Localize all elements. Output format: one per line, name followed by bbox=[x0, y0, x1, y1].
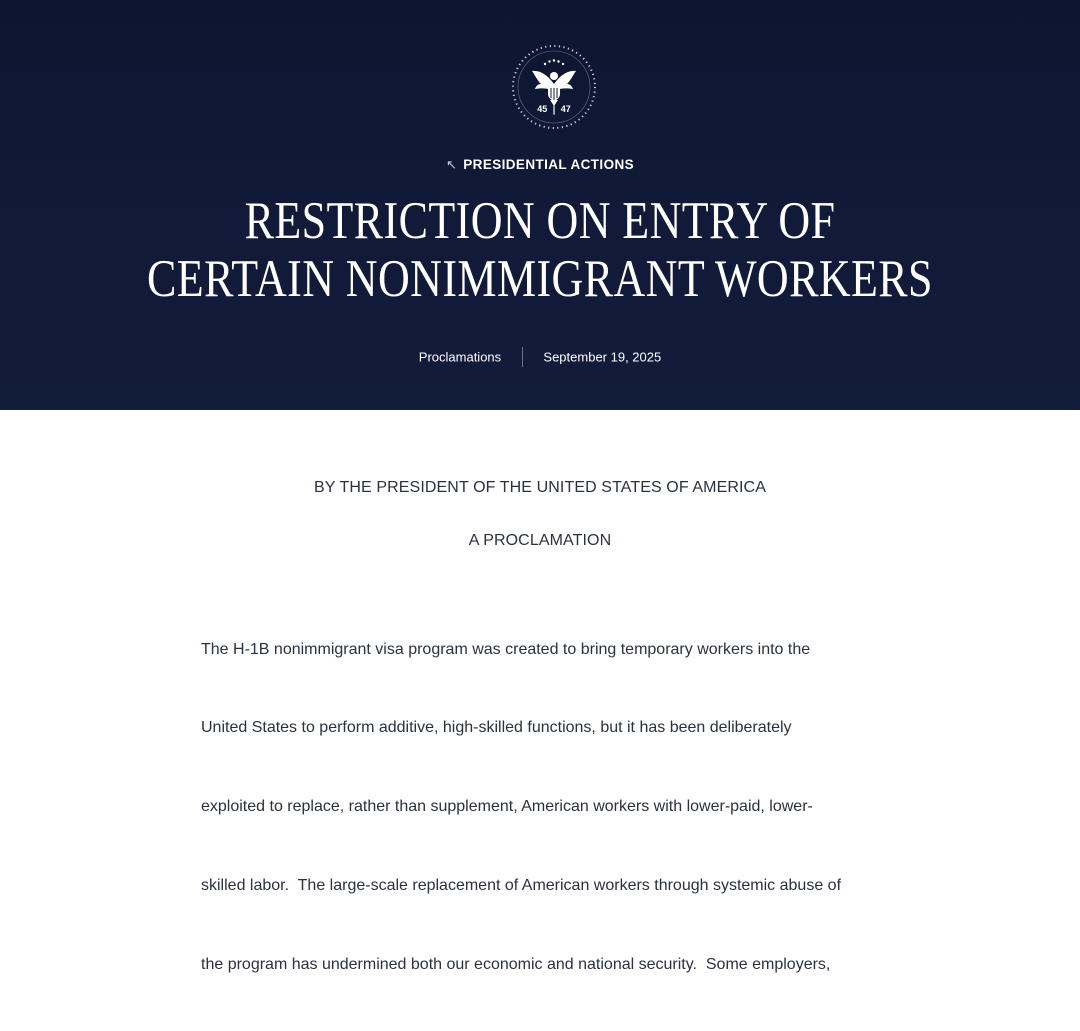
post-meta bbox=[0, 347, 1080, 367]
title-line-2: CERTAIN NONIMMIGRANT WORKERS bbox=[147, 250, 933, 308]
section-link-label: PRESIDENTIAL ACTIONS bbox=[463, 157, 635, 172]
arrow-up-left-icon: ↖ bbox=[445, 157, 458, 172]
category-link[interactable]: Proclamations bbox=[418, 349, 502, 365]
paragraph-line: skilled labor. The large-scale replacement of American workers through systemic abuse of bbox=[201, 877, 842, 895]
byline: BY THE PRESIDENT OF THE UNITED STATES OF AMERICA bbox=[314, 479, 766, 496]
presidential-seal-icon[interactable] bbox=[511, 44, 597, 130]
paragraph-line: The H-1B nonimmigrant visa program was created to bring temporary workers into the bbox=[201, 640, 811, 658]
presidential-actions-link[interactable] bbox=[0, 157, 1080, 173]
meta-divider bbox=[522, 347, 523, 367]
paragraph-line: exploited to replace, rather than supplement, American workers with lower-paid, lower- bbox=[201, 798, 813, 816]
paragraph-line: United States to perform additive, high-skilled functions, but it has been deliberately bbox=[201, 719, 792, 737]
page-title bbox=[92, 192, 988, 308]
hero-header bbox=[0, 0, 1080, 410]
paragraph-line: the program has undermined both our economic and national security. Some employers, bbox=[201, 956, 831, 974]
title-line-1: RESTRICTION ON ENTRY OF bbox=[244, 192, 836, 250]
post-date: September 19, 2025 bbox=[543, 349, 662, 365]
article-paragraph bbox=[201, 584, 901, 1031]
document-type: A PROCLAMATION bbox=[468, 532, 612, 549]
seal-numbers: 45 | 47 bbox=[537, 104, 571, 114]
